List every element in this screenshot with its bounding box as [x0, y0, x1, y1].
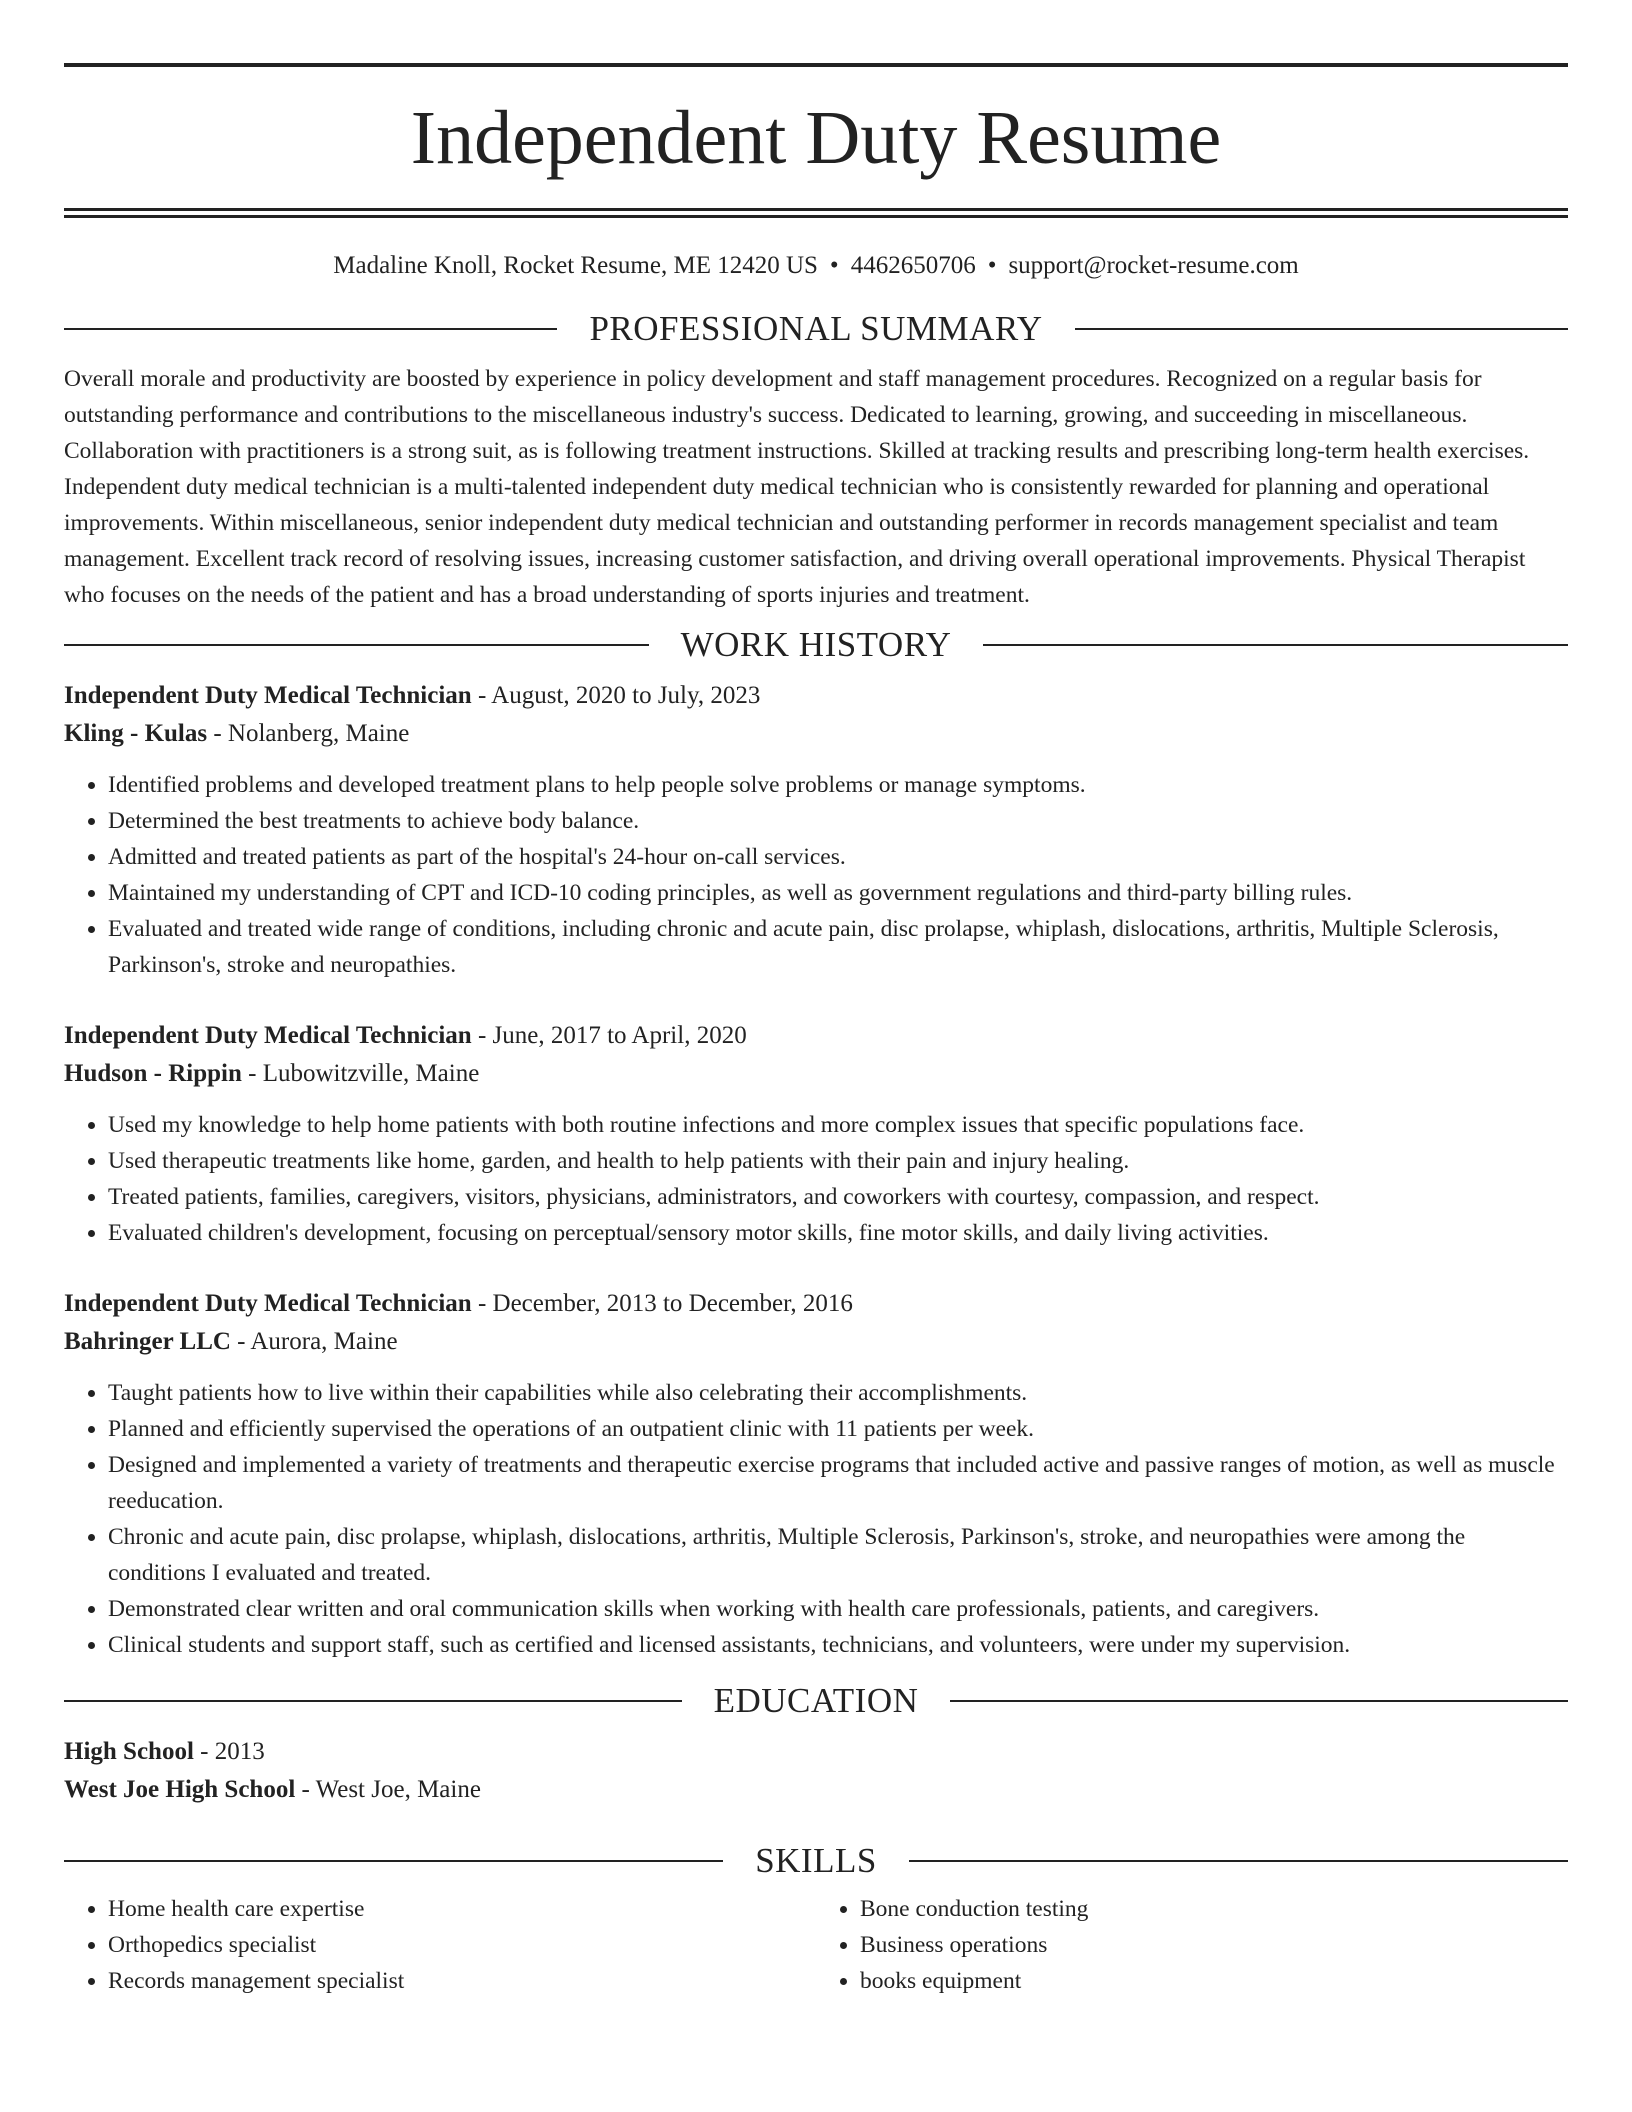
job-company-line — [64, 1055, 1568, 1093]
skill-item: • Business operations — [860, 1927, 1568, 1963]
skill-item: • Records management specialist — [108, 1963, 816, 1999]
contact-line — [64, 251, 1568, 281]
contact-separator: • — [987, 252, 997, 279]
job-entry — [64, 1285, 1568, 1663]
skills-heading-label: SKILLS — [755, 1841, 877, 1880]
education-location: - West Joe, Maine — [295, 1776, 481, 1803]
job-bullet: • Evaluated and treated wide range of conditions, including chronic and acute pain, disc prolapse, whiplash, dislocations, arthritis, Multiple Sclerosis, Parkinson's, stroke and neuropathies. — [108, 911, 1568, 983]
job-bullet: • Admitted and treated patients as part of the hospital's 24-hour on-call services. — [108, 839, 1568, 875]
contact-email: support@rocket-resume.com — [1008, 252, 1299, 279]
heading-rule-right — [1075, 328, 1568, 330]
job-dates: - June, 2017 to April, 2020 — [471, 1022, 747, 1049]
job-bullet: • Maintained my understanding of CPT and ICD-10 coding principles, as well as government regulations and third-party billing rules. — [108, 875, 1568, 911]
heading-rule-left — [64, 328, 557, 330]
job-title-line — [64, 1285, 1568, 1323]
job-company: Bahringer LLC — [64, 1328, 231, 1355]
contact-address: Madaline Knoll, Rocket Resume, ME 12420 US — [333, 252, 818, 279]
job-location: - Nolanberg, Maine — [207, 720, 410, 747]
job-dates: - August, 2020 to July, 2023 — [471, 682, 761, 709]
job-bullets — [64, 1107, 1568, 1251]
heading-rule-right — [983, 644, 1568, 646]
job-title: Independent Duty Medical Technician — [64, 1022, 472, 1049]
job-bullet: • Clinical students and support staff, such as certified and licensed assistants, technicians, and volunteers, were under my supervision. — [108, 1627, 1568, 1663]
job-company-line — [64, 715, 1568, 753]
skill-item: • Bone conduction testing — [860, 1891, 1568, 1927]
heading-rule-left — [64, 1700, 682, 1702]
job-title-line — [64, 1017, 1568, 1055]
job-title: Independent Duty Medical Technician — [64, 1290, 472, 1317]
job-entry — [64, 677, 1568, 983]
job-bullet: • Used therapeutic treatments like home, garden, and health to help patients with their pain and injury healing. — [108, 1143, 1568, 1179]
work-history-heading — [64, 625, 1568, 665]
work-history-heading-label: WORK HISTORY — [680, 625, 952, 664]
heading-rule-right — [909, 1860, 1568, 1862]
heading-rule-left — [64, 1860, 723, 1862]
job-bullet: • Treated patients, families, caregivers, visitors, physicians, administrators, and coworkers with courtesy, compassion, and respect. — [108, 1179, 1568, 1215]
contact-separator: • — [829, 252, 839, 279]
job-bullet: • Determined the best treatments to achieve body balance. — [108, 803, 1568, 839]
job-location: - Lubowitzville, Maine — [241, 1060, 480, 1087]
summary-heading-label: PROFESSIONAL SUMMARY — [589, 309, 1043, 348]
job-title: Independent Duty Medical Technician — [64, 682, 472, 709]
education-degree: High School — [64, 1738, 194, 1765]
skills-list-left — [64, 1891, 816, 1999]
job-bullet: • Evaluated children's development, focusing on perceptual/sensory motor skills, fine motor skills, and daily living activities. — [108, 1215, 1568, 1251]
education-school: West Joe High School — [64, 1776, 296, 1803]
top-rule — [64, 63, 1568, 67]
education-year: - 2013 — [193, 1738, 265, 1765]
title-double-rule — [64, 208, 1568, 218]
job-bullet: • Taught patients how to live within their capabilities while also celebrating their accomplishments. — [108, 1375, 1568, 1411]
job-company: Hudson - Rippin — [64, 1060, 242, 1087]
job-bullet: • Identified problems and developed treatment plans to help people solve problems or manage symptoms. — [108, 767, 1568, 803]
heading-rule-right — [950, 1700, 1568, 1702]
skill-item: • Home health care expertise — [108, 1891, 816, 1927]
skills-heading — [64, 1841, 1568, 1881]
education-degree-line — [64, 1733, 1568, 1771]
summary-heading — [64, 309, 1568, 349]
job-bullets — [64, 767, 1568, 983]
skill-item: • Orthopedics specialist — [108, 1927, 816, 1963]
contact-phone: 4462650706 — [850, 252, 976, 279]
job-bullet: • Chronic and acute pain, disc prolapse, whiplash, dislocations, arthritis, Multiple Sclerosis, Parkinson's, stroke, and neuropathies were among the conditions I evaluated and treated. — [108, 1519, 1568, 1591]
education-heading — [64, 1681, 1568, 1721]
job-title-line — [64, 677, 1568, 715]
job-company-line — [64, 1323, 1568, 1361]
job-bullet: • Used my knowledge to help home patients with both routine infections and more complex issues that specific populations face. — [108, 1107, 1568, 1143]
skills-list-right — [816, 1891, 1568, 1999]
job-company: Kling - Kulas — [64, 720, 208, 747]
skills-columns — [64, 1891, 1568, 1999]
job-bullet: • Planned and efficiently supervised the operations of an outpatient clinic with 11 patients per week. — [108, 1411, 1568, 1447]
education-heading-label: EDUCATION — [713, 1681, 919, 1720]
job-bullet: • Demonstrated clear written and oral communication skills when working with health care professionals, patients, and caregivers. — [108, 1591, 1568, 1627]
job-bullet: • Designed and implemented a variety of treatments and therapeutic exercise programs that included active and passive ranges of motion, as well as muscle reeducation. — [108, 1447, 1568, 1519]
job-dates: - December, 2013 to December, 2016 — [471, 1290, 853, 1317]
job-bullets — [64, 1375, 1568, 1663]
heading-rule-left — [64, 644, 649, 646]
summary-text: Overall morale and productivity are boosted by experience in policy development and staff management procedures. Recognized on a regular basis for outstanding performance and contributions to the miscellaneous industry's success. Dedicated to learning, growing, and succeeding in miscellaneous. Collaboration with practitioners is a strong suit, as is following treatment instructions. Skilled at tracking results and prescribing long-term health exercises. Independent duty medical technician is a multi-talented independent duty medical technician who is consistently rewarded for planning and operational improvements. Within miscellaneous, senior independent duty medical technician and outstanding performer in records management specialist and team management. Excellent track record of resolving issues, increasing customer satisfaction, and driving overall operational improvements. Physical Therapist who focuses on the needs of the patient and has a broad understanding of sports injuries and treatment. — [64, 366, 1530, 608]
resume-title: Independent Duty Resume — [410, 96, 1222, 180]
skill-item: • books equipment — [860, 1963, 1568, 1999]
education-entry — [64, 1733, 1568, 1809]
job-location: - Aurora, Maine — [230, 1328, 398, 1355]
resume-page — [64, 0, 1568, 1999]
job-entry — [64, 1017, 1568, 1251]
education-school-line — [64, 1771, 1568, 1809]
